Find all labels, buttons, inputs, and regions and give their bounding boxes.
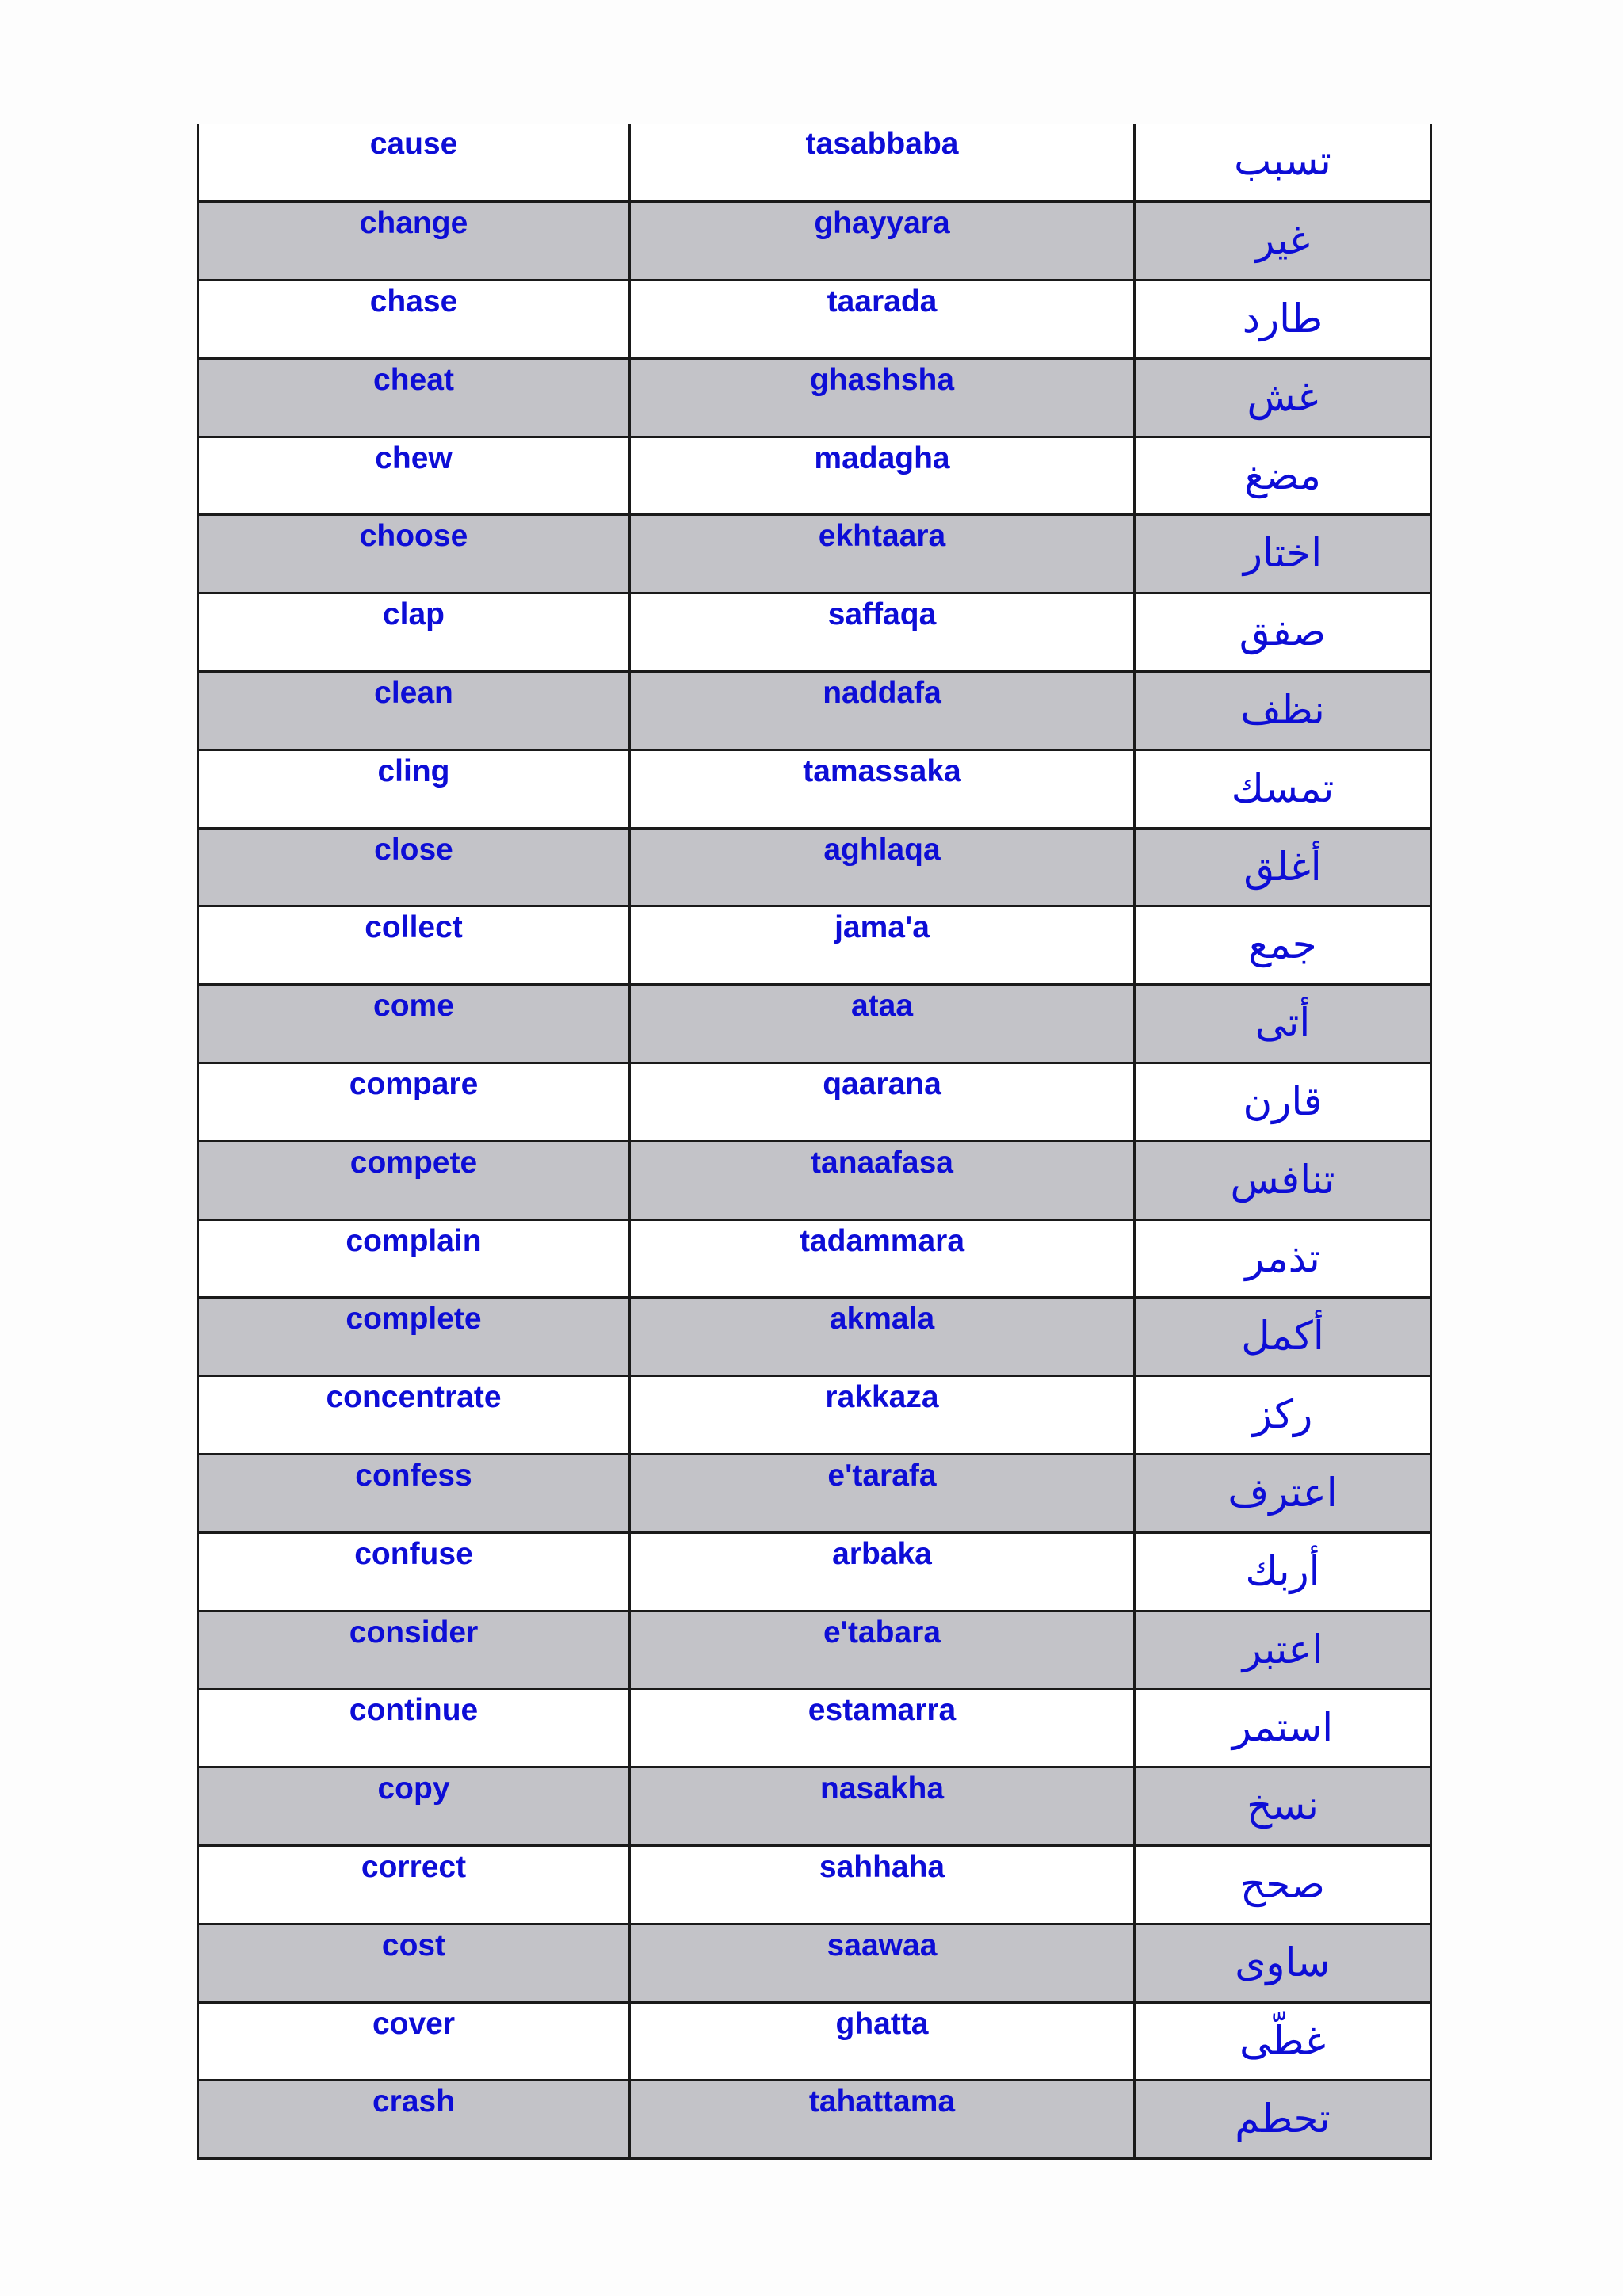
vocabulary-table-body [198, 124, 1431, 2159]
arabic-word-cell [1135, 1611, 1431, 1689]
arabic-word-cell [1135, 1846, 1431, 1924]
transliteration: tahattama [808, 2084, 956, 2119]
transliteration-cell [630, 985, 1135, 1063]
arabic-word-cell [1135, 985, 1431, 1063]
english-word-cell [198, 1846, 630, 1924]
arabic-word: قارن [1243, 1078, 1323, 1125]
english-word: change [359, 206, 468, 241]
english-word: compare [349, 1067, 479, 1102]
arabic-word: تنافس [1230, 1156, 1335, 1203]
arabic-word-cell [1135, 1141, 1431, 1219]
table-row [198, 1455, 1431, 1533]
english-word: cheat [373, 362, 454, 397]
arabic-word-cell [1135, 828, 1431, 906]
arabic-word: جمع [1248, 921, 1317, 968]
english-word: cover [372, 2006, 456, 2041]
transliteration: akmala [829, 1302, 935, 1337]
table-row [198, 1768, 1431, 1846]
transliteration: sahhaha [819, 1850, 945, 1885]
english-word-cell [198, 1141, 630, 1219]
arabic-word-cell [1135, 2081, 1431, 2159]
transliteration: estamarra [808, 1693, 957, 1728]
vocabulary-table [197, 124, 1432, 2160]
transliteration: saffaqa [827, 597, 937, 632]
english-word-cell [198, 828, 630, 906]
arabic-word-cell [1135, 515, 1431, 593]
arabic-word-cell [1135, 1924, 1431, 2002]
transliteration-cell [630, 906, 1135, 985]
transliteration-cell [630, 280, 1135, 359]
arabic-word: صفق [1239, 608, 1327, 655]
arabic-word-cell [1135, 1455, 1431, 1533]
table-row [198, 906, 1431, 985]
transliteration: tasabbaba [805, 127, 959, 161]
transliteration-cell [630, 1063, 1135, 1142]
transliteration-cell [630, 2081, 1135, 2159]
arabic-word: اعتبر [1242, 1626, 1323, 1672]
transliteration-cell [630, 593, 1135, 672]
table-row [198, 437, 1431, 515]
transliteration-cell [630, 749, 1135, 828]
transliteration: ataa [850, 989, 914, 1024]
arabic-word-cell [1135, 672, 1431, 750]
arabic-word-cell [1135, 1689, 1431, 1768]
transliteration: ghatta [835, 2006, 929, 2041]
table-row [198, 1219, 1431, 1298]
english-word-cell [198, 906, 630, 985]
transliteration-cell [630, 1924, 1135, 2002]
table-row [198, 1298, 1431, 1376]
transliteration-cell [630, 2002, 1135, 2081]
arabic-word: تمسك [1231, 765, 1335, 811]
english-word: clean [374, 676, 453, 711]
arabic-word-cell [1135, 749, 1431, 828]
table-row [198, 1611, 1431, 1689]
english-word-cell [198, 1768, 630, 1846]
transliteration: tanaafasa [811, 1145, 953, 1180]
table-row [198, 828, 1431, 906]
transliteration: tadammara [799, 1223, 965, 1258]
english-word-cell [198, 1219, 630, 1298]
english-word-cell [198, 1611, 630, 1689]
transliteration-cell [630, 1219, 1135, 1298]
arabic-word-cell [1135, 202, 1431, 280]
transliteration-cell [630, 202, 1135, 280]
arabic-word-cell [1135, 1532, 1431, 1611]
arabic-word-cell [1135, 358, 1431, 437]
english-word-cell [198, 280, 630, 359]
english-word: collect [365, 910, 463, 945]
table-row [198, 358, 1431, 437]
english-word: confuse [354, 1536, 473, 1571]
arabic-word-cell [1135, 2002, 1431, 2081]
english-word-cell [198, 1063, 630, 1142]
transliteration-cell [630, 672, 1135, 750]
transliteration: tamassaka [803, 753, 961, 788]
transliteration: e'tabara [823, 1615, 941, 1650]
table-row [198, 1376, 1431, 1455]
transliteration-cell [630, 358, 1135, 437]
arabic-word: استمر [1232, 1704, 1334, 1751]
english-word: consider [349, 1615, 479, 1650]
table-row [198, 280, 1431, 359]
english-word: clap [382, 597, 445, 632]
table-row [198, 2081, 1431, 2159]
transliteration-cell [630, 124, 1135, 202]
arabic-word: غش [1247, 373, 1319, 420]
arabic-word: ساوى [1235, 1939, 1331, 1985]
arabic-word: اعترف [1228, 1470, 1338, 1516]
english-word: concentrate [326, 1380, 502, 1415]
english-word: chase [369, 284, 458, 319]
arabic-word-cell [1135, 437, 1431, 515]
table-row [198, 593, 1431, 672]
english-word: confess [355, 1459, 472, 1493]
table-row [198, 1063, 1431, 1142]
arabic-word-cell [1135, 1376, 1431, 1455]
table-row [198, 749, 1431, 828]
english-word-cell [198, 1376, 630, 1455]
english-word: complain [346, 1223, 482, 1258]
english-word-cell [198, 985, 630, 1063]
transliteration: naddafa [823, 676, 941, 711]
english-word-cell [198, 672, 630, 750]
transliteration-cell [630, 1768, 1135, 1846]
transliteration: jama'a [834, 910, 930, 945]
english-word: copy [377, 1772, 450, 1806]
arabic-word: ركز [1252, 1391, 1313, 1438]
transliteration-cell [630, 515, 1135, 593]
transliteration-cell [630, 1298, 1135, 1376]
table-row [198, 515, 1431, 593]
transliteration: arbaka [832, 1536, 932, 1571]
english-word-cell [198, 1924, 630, 2002]
english-word: compete [349, 1145, 478, 1180]
english-word: come [373, 989, 454, 1024]
english-word: complete [346, 1302, 482, 1337]
transliteration-cell [630, 1611, 1135, 1689]
english-word-cell [198, 124, 630, 202]
arabic-word: تذمر [1245, 1234, 1320, 1281]
arabic-word: غير [1255, 217, 1310, 264]
transliteration: nasakha [819, 1772, 945, 1806]
transliteration: e'tarafa [827, 1459, 937, 1493]
arabic-word: أربك [1245, 1547, 1320, 1594]
arabic-word: مضغ [1244, 452, 1321, 498]
english-word-cell [198, 749, 630, 828]
arabic-word: نسخ [1247, 1783, 1319, 1829]
english-word-cell [198, 358, 630, 437]
arabic-word: غطّى [1239, 2017, 1326, 2064]
arabic-word: تسبب [1234, 138, 1331, 184]
table-row [198, 672, 1431, 750]
transliteration-cell [630, 1141, 1135, 1219]
arabic-word-cell [1135, 593, 1431, 672]
transliteration: ghayyara [814, 206, 950, 241]
transliteration: madagha [814, 441, 950, 475]
table-row [198, 985, 1431, 1063]
english-word: close [374, 832, 453, 867]
english-word-cell [198, 1689, 630, 1768]
transliteration-cell [630, 1689, 1135, 1768]
english-word: choose [359, 519, 468, 554]
arabic-word-cell [1135, 1063, 1431, 1142]
english-word-cell [198, 1298, 630, 1376]
table-row [198, 1924, 1431, 2002]
transliteration-cell [630, 437, 1135, 515]
arabic-word-cell [1135, 1768, 1431, 1846]
arabic-word-cell [1135, 1219, 1431, 1298]
transliteration: saawaa [827, 1928, 938, 1962]
transliteration: taarada [827, 284, 938, 319]
english-word-cell [198, 2081, 630, 2159]
transliteration: aghlaqa [823, 832, 941, 867]
transliteration-cell [630, 1532, 1135, 1611]
transliteration: ghashsha [809, 362, 955, 397]
transliteration-cell [630, 1846, 1135, 1924]
transliteration: rakkaza [825, 1380, 939, 1415]
table-row [198, 1689, 1431, 1768]
transliteration-cell [630, 1376, 1135, 1455]
arabic-word: اختار [1243, 530, 1323, 577]
transliteration: ekhtaara [818, 519, 946, 554]
table-row [198, 2002, 1431, 2081]
table-row [198, 1141, 1431, 1219]
english-word-cell [198, 593, 630, 672]
english-word: cost [381, 1928, 446, 1962]
transliteration: qaarana [823, 1067, 941, 1102]
english-word-cell [198, 202, 630, 280]
english-word-cell [198, 1455, 630, 1533]
arabic-word: صحح [1239, 1861, 1325, 1908]
arabic-word: تحطم [1235, 2096, 1331, 2142]
arabic-word-cell [1135, 906, 1431, 985]
arabic-word: أكمل [1241, 1313, 1324, 1360]
english-word-cell [198, 437, 630, 515]
table-row [198, 1846, 1431, 1924]
arabic-word-cell [1135, 124, 1431, 202]
table-row [198, 202, 1431, 280]
arabic-word-cell [1135, 280, 1431, 359]
table-row [198, 1532, 1431, 1611]
english-word-cell [198, 2002, 630, 2081]
english-word-cell [198, 515, 630, 593]
english-word: chew [375, 441, 453, 475]
english-word: continue [349, 1693, 479, 1728]
english-word: cause [369, 127, 458, 161]
arabic-word: طارد [1242, 296, 1323, 342]
transliteration-cell [630, 1455, 1135, 1533]
table-row [198, 124, 1431, 202]
english-word: cling [377, 753, 450, 788]
transliteration-cell [630, 828, 1135, 906]
english-word-cell [198, 1532, 630, 1611]
arabic-word: أغلق [1243, 843, 1322, 890]
english-word: crash [372, 2084, 456, 2119]
arabic-word-cell [1135, 1298, 1431, 1376]
english-word: correct [361, 1850, 467, 1885]
arabic-word: نظف [1240, 687, 1325, 734]
arabic-word: أتى [1254, 1000, 1311, 1047]
